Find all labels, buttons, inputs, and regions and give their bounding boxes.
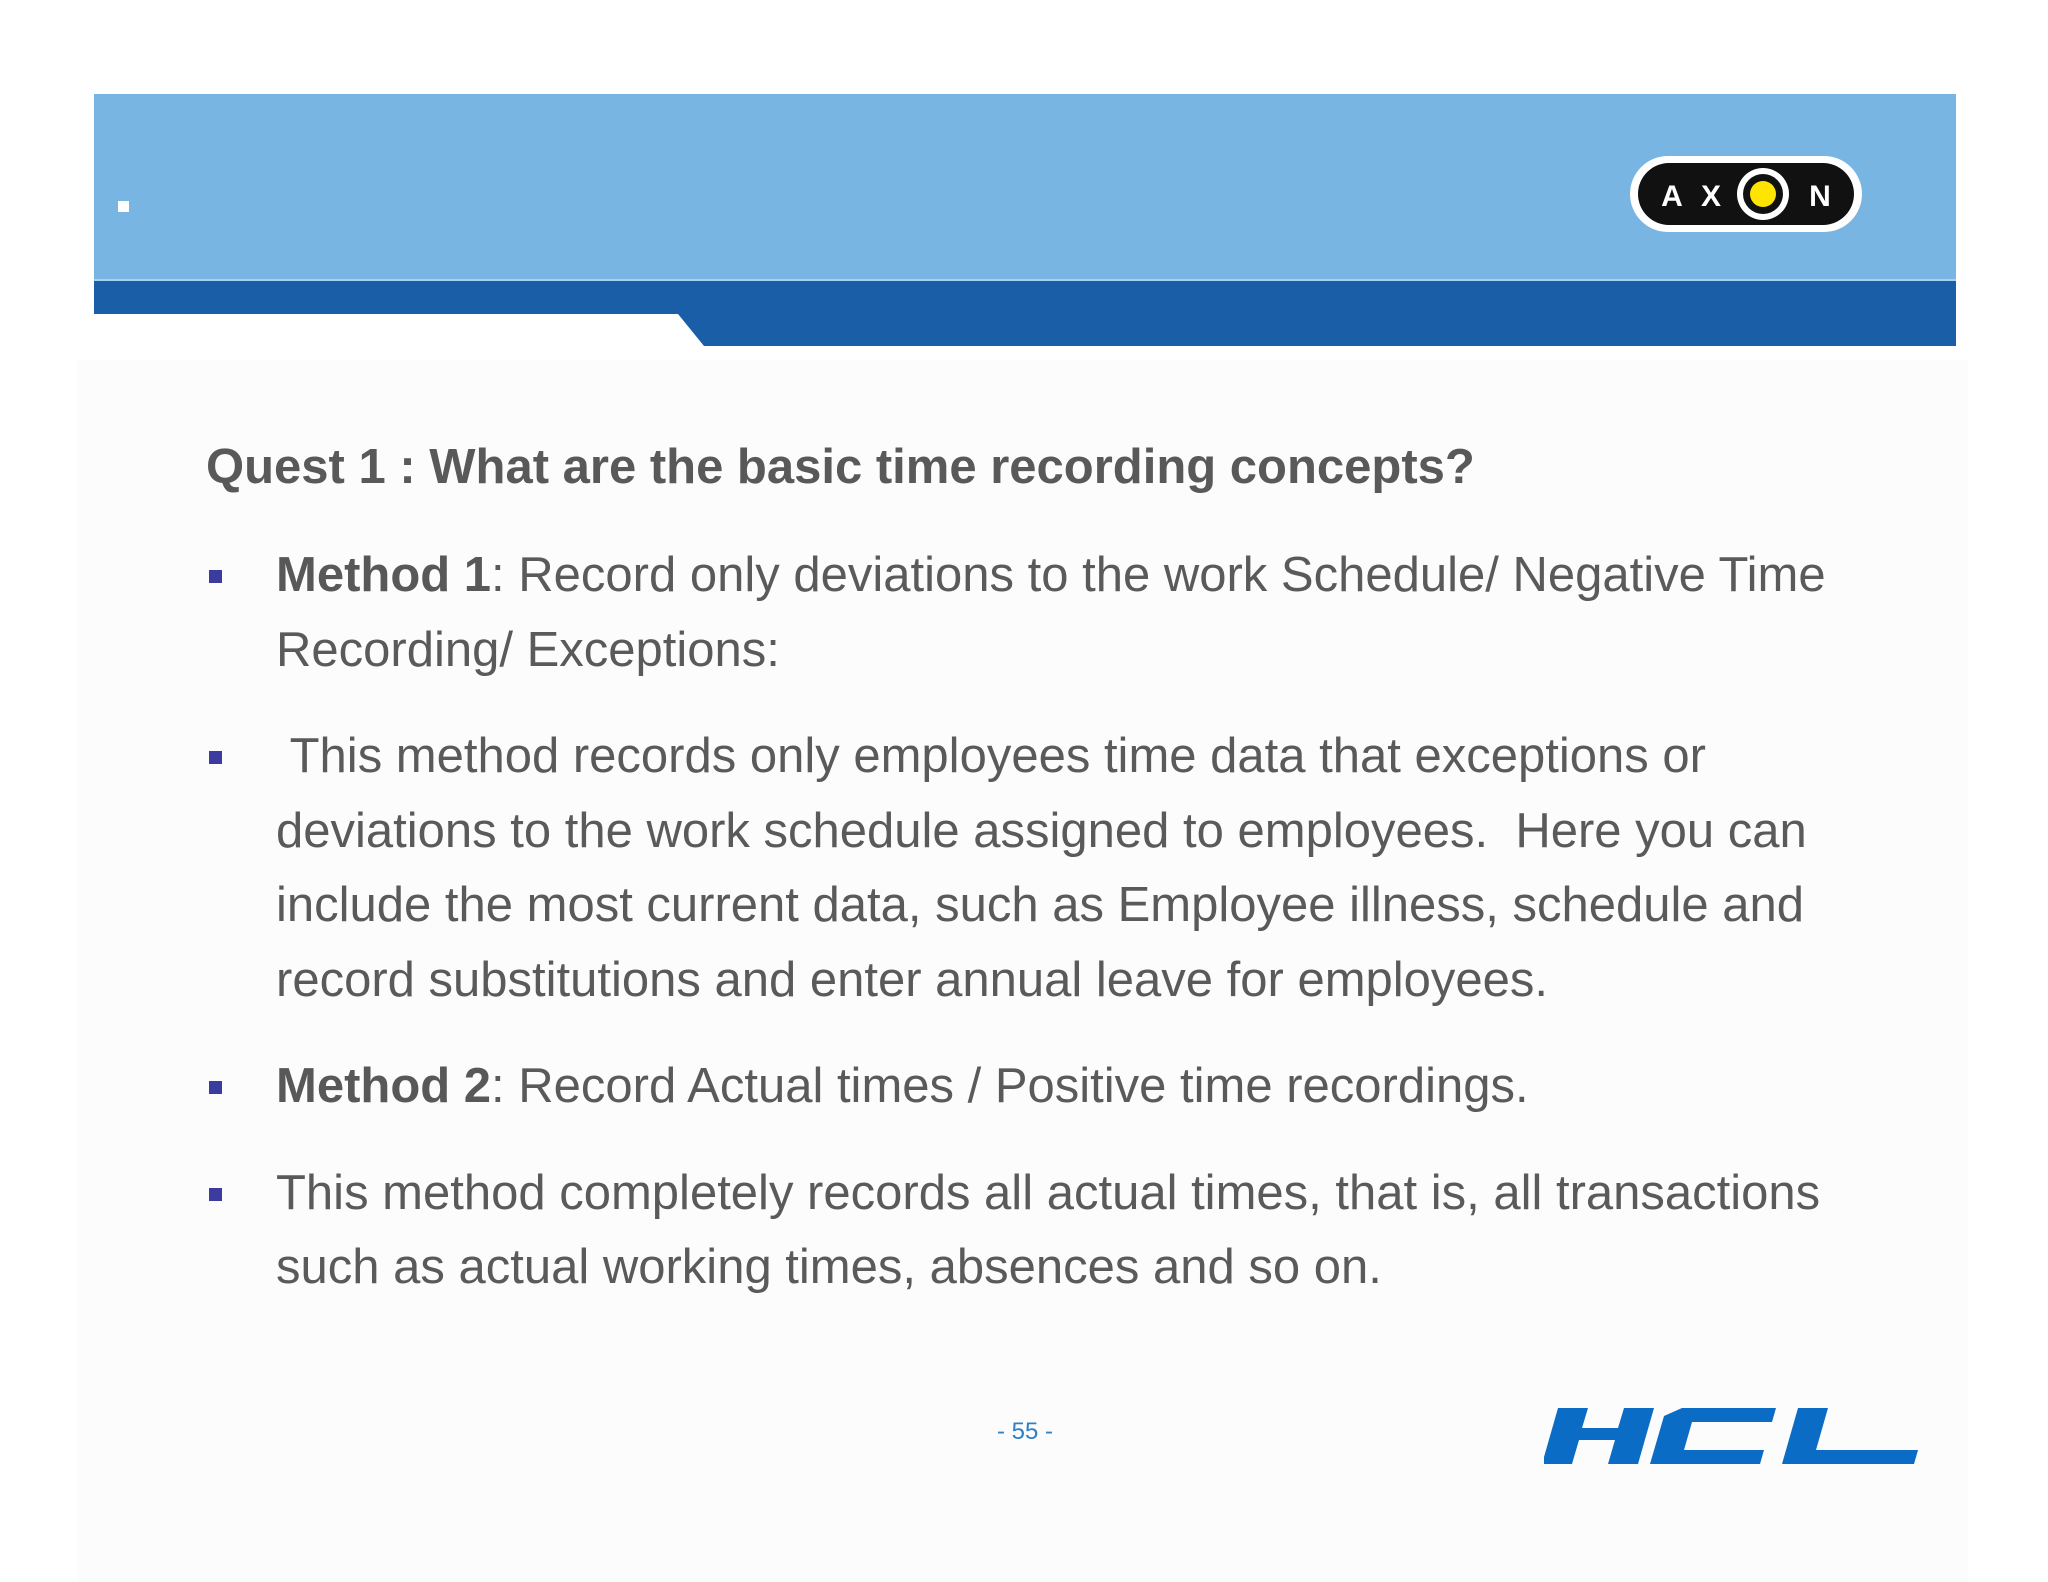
bullet-item [206,1156,1846,1305]
axon-letter-x: X [1700,180,1722,213]
axon-letter-a: A [1661,180,1683,213]
bullet-item [206,1049,1846,1124]
axon-letter-n: N [1809,180,1831,213]
bullet-text: : Record Actual times / Positive time recordings. [491,1059,1529,1113]
axon-logo [1628,154,1864,234]
bullet-item [206,538,1846,687]
bullet-text: This method completely records all actual times, that is, all transactions such as actual working times, absences and so on. [276,1165,1821,1294]
bullet-bold-label: Method 1 [276,548,492,602]
bullet-text: : Record only deviations to the work Schedule/ Negative Time Recording/ Exceptions: [276,548,1826,677]
bullet-square-icon [209,751,222,764]
header-dark-bar [94,281,1956,346]
question-heading: Quest 1 : What are the basic time recording concepts? [206,440,1475,494]
header-bullet-square [118,201,129,212]
bullet-square-icon [209,570,222,583]
bullet-square-icon [209,1081,222,1094]
page-number: - 55 - [996,1418,1053,1445]
hcl-logo [1544,1408,1918,1464]
bullet-bold-label: Method 2 [276,1059,492,1113]
bullet-square-icon [209,1188,222,1201]
bullet-text: This method records only employees time data that exceptions or deviations to the work schedule assigned to employees. Here you can include the most current data, such as Employee illness, schedule and record substitutions and enter annual leave for employees. [276,729,1821,1007]
bullet-item [206,719,1846,1017]
slide-content [206,430,1846,1337]
